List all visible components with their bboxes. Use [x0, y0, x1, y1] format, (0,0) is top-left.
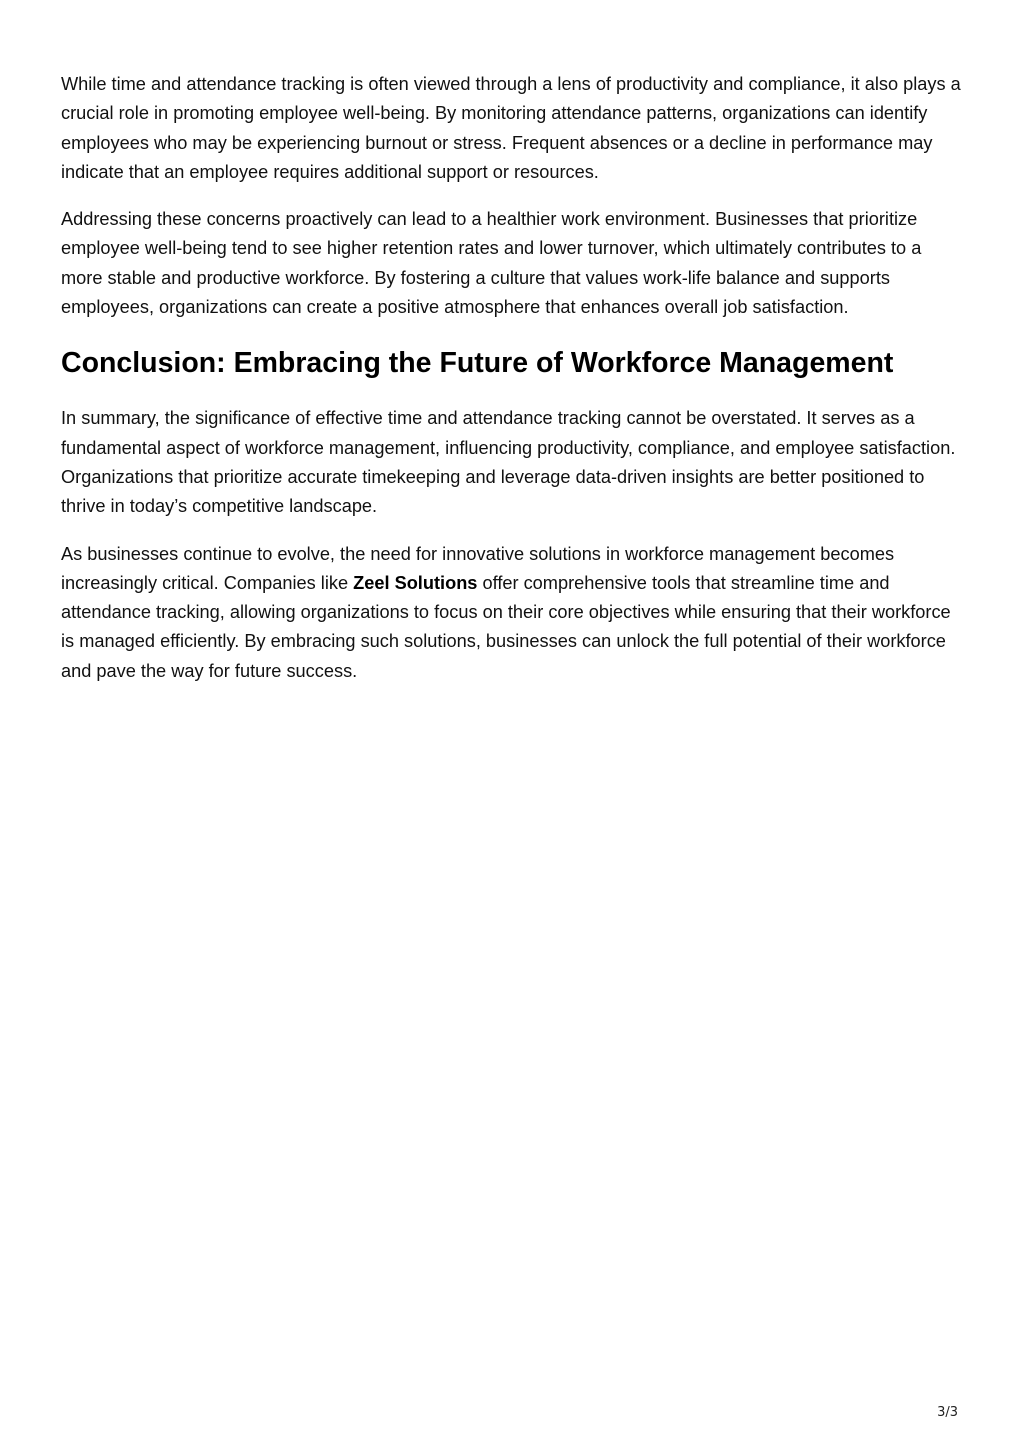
paragraph-well-being: While time and attendance tracking is often viewed through a lens of productivity and compliance, it also plays a crucial role in promoting employee well-being. By monitoring attendance patterns, organizations can identify employees who may be experiencing burnout or stress. Frequent absences or a decline in performance may indicate that an employee requires additional support or resources.: [61, 74, 961, 182]
page-number: 3/3: [937, 1405, 958, 1420]
document-body: [61, 70, 967, 704]
conclusion-heading: Conclusion: Embracing the Future of Workforce Management: [61, 347, 894, 380]
company-name: Zeel Solutions: [353, 572, 478, 593]
paragraph-solutions: [61, 540, 967, 686]
paragraph-solutions-text-start: As businesses continue to evolve, the need for innovative solutions in workforce management becomes increasingly critical. Companies like: [61, 543, 895, 593]
paragraph-solutions-text-end: offer comprehensive tools that streamline time and attendance tracking, allowing organizations to focus on their core objectives while ensuring that their workforce is managed efficiently. By embracing such solutions, businesses can unlock the full potential of their workforce and pave the way for future success.: [61, 572, 951, 681]
paragraph-summary: In summary, the significance of effective time and attendance tracking cannot be overstated. It serves as a fundamental aspect of workforce management, influencing productivity, compliance, and employee satisfaction. Organizations that prioritize accurate timekeeping and leverage data-driven insights are better positioned to thrive in today’s competitive landscape.: [61, 408, 956, 517]
paragraph-healthier-environment: Addressing these concerns proactively can lead to a healthier work environment. Businesses that prioritize employee well-being tend to see higher retention rates and lower turnover, which ultimately contributes to a more stable and productive workforce. By fostering a culture that values work-life balance and supports employees, organizations can create a positive atmosphere that enhances overall job satisfaction.: [61, 209, 922, 318]
